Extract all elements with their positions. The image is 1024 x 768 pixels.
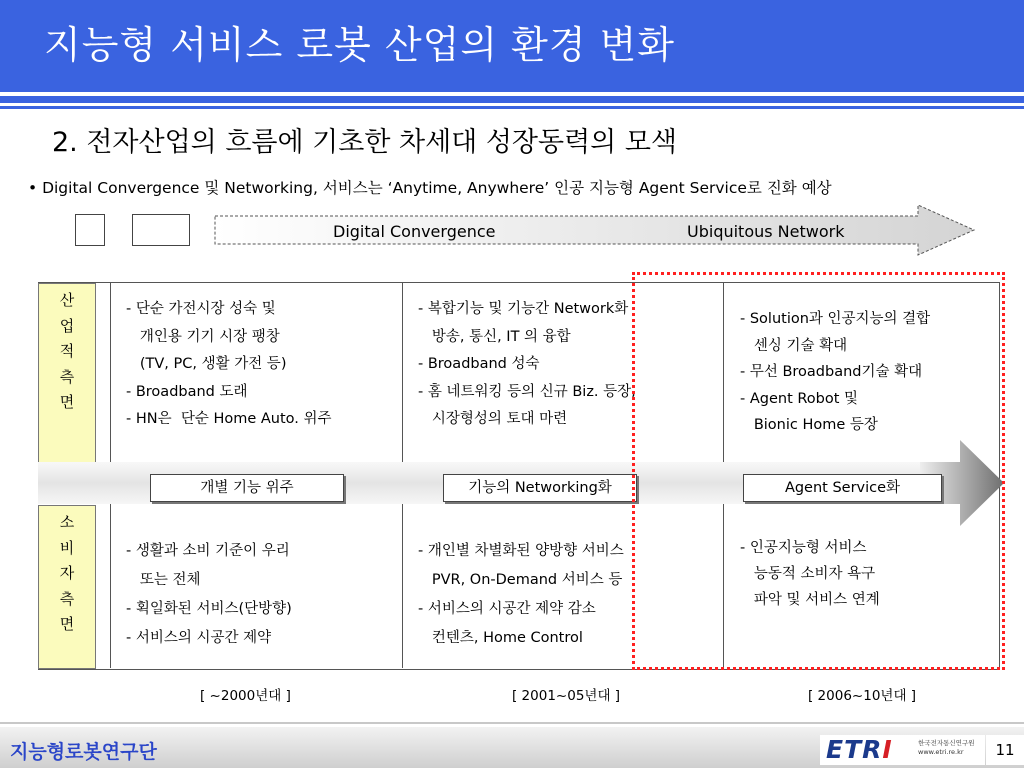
side-char: 측: [59, 367, 75, 386]
consumer-cell-2001-05: - 개인별 차별화된 양방향 서비스 PVR, On-Demand 서비스 등 - 서비스의 시공간 제약 감소 컨텐츠, Home Control: [418, 543, 624, 646]
band-label-individual: 개별 기능 위주: [150, 474, 344, 502]
side-char: 소: [59, 513, 75, 531]
period-label: [ 2006~10년대 ]: [808, 688, 917, 704]
side-char: 적: [59, 342, 75, 360]
side-char: 측: [59, 589, 75, 608]
header-rule-thick: [0, 96, 1024, 103]
band-label-agent-service: Agent Service화: [743, 474, 942, 502]
footer-rule: [0, 722, 1024, 724]
consumer-cell-2000s: - 생활과 소비 기준이 우리 또는 전체 - 획일화된 서비스(단방향) - 서비스의 시공간 제약: [126, 543, 292, 646]
stage-box-medium: [132, 214, 190, 246]
period-label: [ 2001~05년대 ]: [512, 688, 621, 704]
highlight-box: [632, 272, 1005, 670]
slide-title: 지능형 서비스 로봇 산업의 환경 변화: [44, 23, 676, 67]
side-char: 면: [59, 393, 75, 411]
etri-org-name: 한국전자통신연구원 www.etri.re.kr: [918, 739, 975, 756]
industry-cell-2001-05: - 복합기능 및 기능간 Network화 방송, 통신, IT 의 융합 - Broadband 성숙 - 홈 네트워킹 등의 신규 Biz. 등장, 시장형성의 토대 마련: [418, 301, 636, 427]
consumer-side-label: [38, 505, 96, 669]
industry-cell-2000s: - 단순 가전시장 성숙 및 개인용 기기 시장 팽창 (TV, PC, 생활 가전 등) - Broadband 도래 - HN은 단순 Home Auto. 위주: [126, 301, 332, 427]
band-label-networking: 기능의 Networking화: [443, 474, 637, 502]
footer-org-text: 지능형로봇연구단: [10, 741, 157, 763]
industry-side-label: [38, 283, 96, 465]
section-heading: 2. 전자산업의 흐름에 기초한 차세대 성장동력의 모색: [52, 127, 677, 158]
period-label: [ ~2000년대 ]: [200, 688, 291, 704]
etri-logo-text: ETR: [826, 735, 883, 764]
side-char: 비: [59, 538, 75, 557]
etri-logo: [826, 735, 893, 764]
consumer-cell-2006-10: - 인공지능형 서비스 능동적 소비자 욕구 파악 및 서비스 연계: [740, 540, 880, 608]
arrow-label-digital-convergence: Digital Convergence: [333, 222, 496, 241]
industry-cell-2006-10: - Solution과 인공지능의 결합 센싱 기술 확대 - 무선 Broadband기술 확대 - Agent Robot 및 Bionic Home 등장: [740, 311, 931, 433]
arrow-label-ubiquitous-network: Ubiquitous Network: [687, 222, 845, 241]
bullet-text: • Digital Convergence 및 Networking, 서비스는 ‘Anytime, Anywhere’ 인공 지능형 Agent Service로 진화 예상: [28, 179, 832, 197]
side-char: 면: [59, 615, 75, 633]
side-char: 업: [59, 316, 75, 335]
side-char: 산: [59, 291, 75, 309]
stage-box-small: [75, 214, 105, 246]
progress-arrow-icon: [214, 204, 976, 256]
header-rule-thin: [0, 106, 1024, 109]
side-char: 자: [59, 564, 75, 582]
etri-logo-i: I: [882, 735, 893, 764]
page-number: 11: [986, 735, 1024, 765]
